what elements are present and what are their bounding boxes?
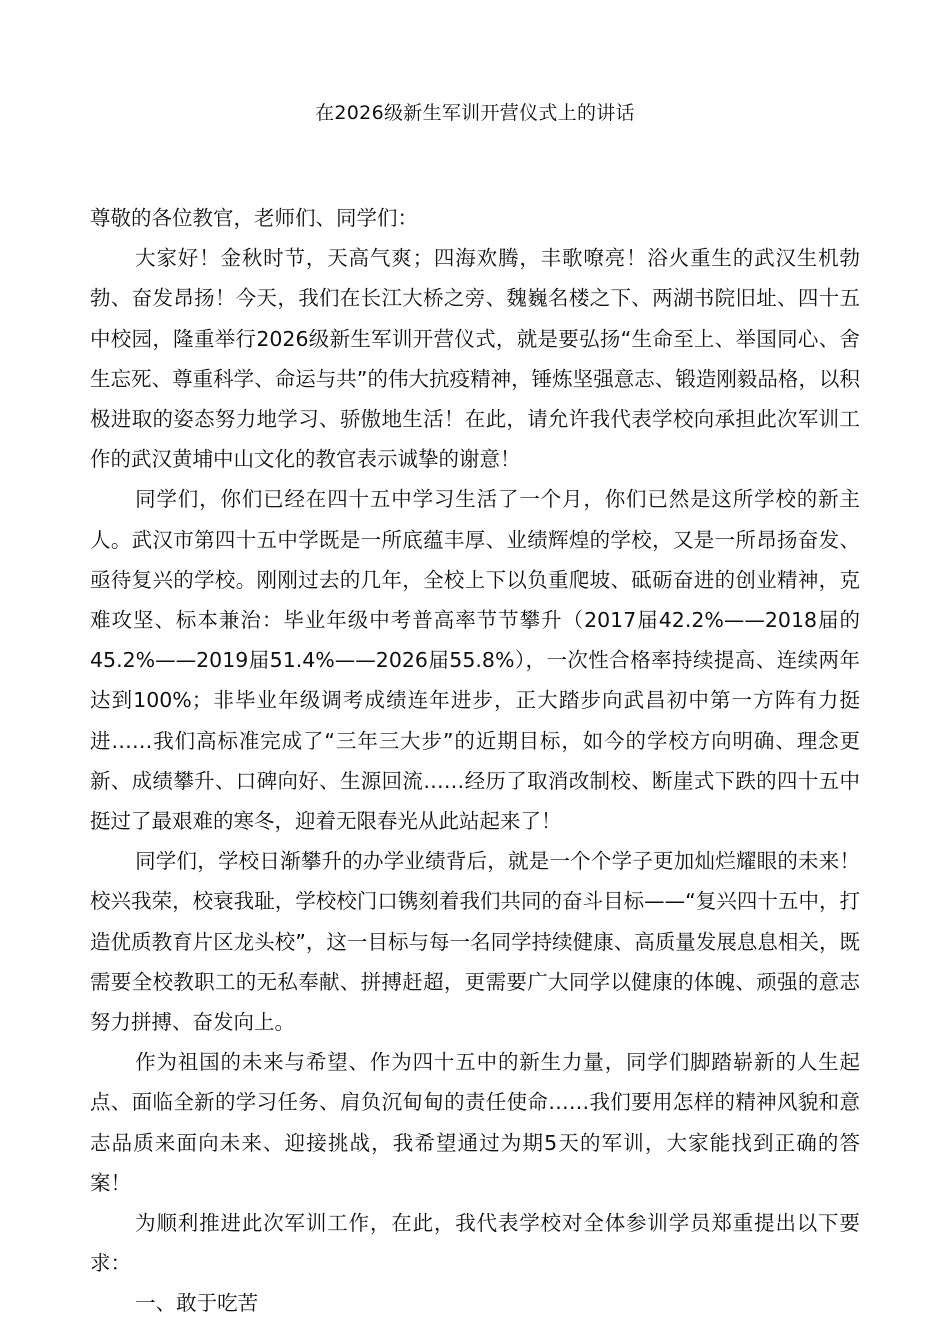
document-title: 在2026级新生军训开营仪式上的讲话 bbox=[315, 102, 635, 124]
paragraph-future: 作为祖国的未来与希望、作为四十五中的新生力量，同学们脚踏崭新的人生起点、面临全新的学习任务、肩负沉甸甸的责任使命……我们要用怎样的精神风貌和意志品质来面向未来、迎接挑战，我希望通过为期5天的军训，大家能找到正确的答案！ bbox=[90, 1050, 860, 1195]
paragraph-requirements-intro: 为顺利推进此次军训工作，在此，我代表学校对全体参训学员郑重提出以下要求： bbox=[90, 1211, 860, 1276]
paragraph-school-goal: 同学们，学校日渐攀升的办学业绩背后，就是一个个学子更加灿烂耀眼的未来！校兴我荣，校衰我耻，学校校门口镌刻着我们共同的奋斗目标——“复兴四十五中，打造优质教育片区龙头校”，这一目标与每一名同学持续健康、高质量发展息息相关，既需要全校教职工的无私奉献、拼搏赶超，更需要广大同学以健康的体魄、顽强的意志努力拼搏、奋发向上。 bbox=[90, 849, 860, 1035]
paragraph-school-history: 同学们，你们已经在四十五中学习生活了一个月，你们已然是这所学校的新主人。武汉市第四十五中学既是一所底蕴丰厚、业绩辉煌的学校，又是一所昂扬奋发、亟待复兴的学校。刚刚过去的几年，全校上下以负重爬坡、砥砺奋进的创业精神，克难攻坚、标本兼治：毕业年级中考普高率节节攀升（2017届42.2%——2018届的45.2%——2019届51.4%——2026届55.8%），一次性合格率持续提高、连续两年达到100%；非毕业年级调考成绩连年进步，正大踏步向武昌初中第一方阵有力挺进……我们高标准完成了“三年三大步”的近期目标，如今的学校方向明确、理念更新、成绩攀升、口碑向好、生源回流……经历了取消改制校、断崖式下跌的四十五中挺过了最艰难的寒冬，迎着无限春光从此站起来了！ bbox=[90, 487, 860, 834]
salutation: 尊敬的各位教官，老师们、同学们： bbox=[90, 206, 418, 230]
paragraph-greeting: 大家好！金秋时节，天高气爽；四海欢腾，丰歌嘹亮！浴火重生的武汉生机勃勃、奋发昂扬！今天，我们在长江大桥之旁、魏巍名楼之下、两湖书院旧址、四十五中校园，隆重举行2026级新生军训开营仪式，就是要弘扬“生命至上、举国同心、舍生忘死、尊重科学、命运与共”的伟大抗疫精神，锤炼坚强意志、锻造刚毅品格，以积极进取的姿态努力地学习、骄傲地生活！在此，请允许我代表学校向承担此次军训工作的武汉黄埔中山文化的教官表示诚挚的谢意！ bbox=[90, 246, 860, 472]
document-body bbox=[90, 198, 860, 1324]
section-heading-1: 一、敢于吃苦 bbox=[135, 1291, 259, 1316]
